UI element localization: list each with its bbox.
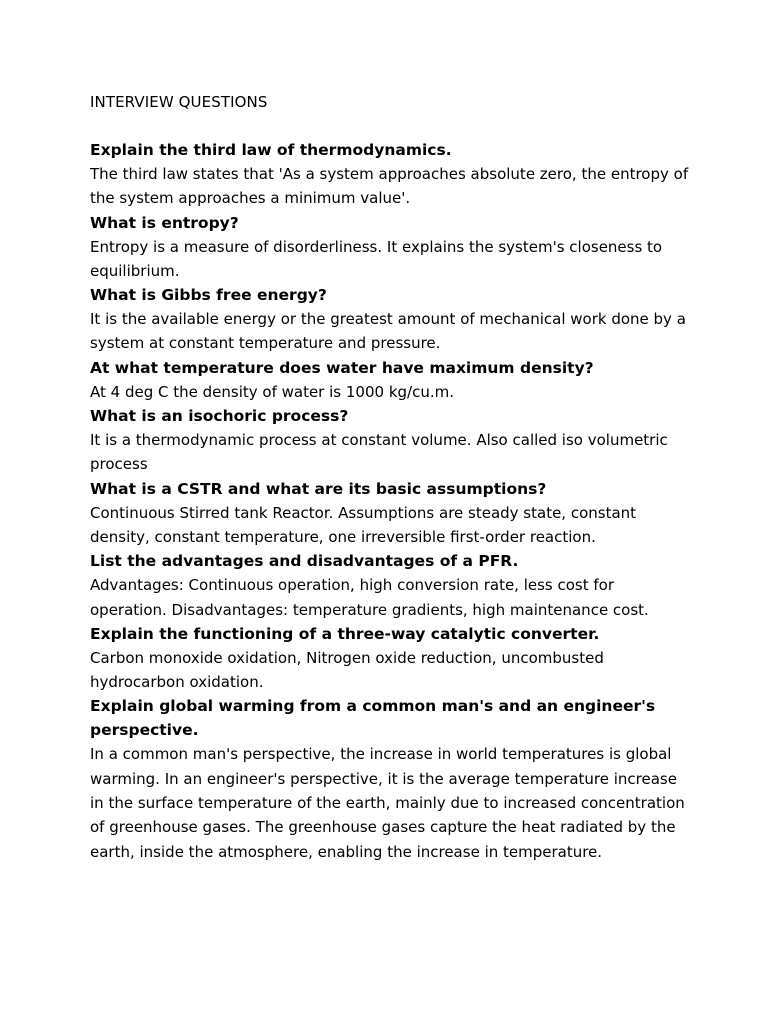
question-text: What is entropy? xyxy=(90,213,239,232)
answer-text: The third law states that 'As a system approaches absolute zero, the entropy of the system approaches a minimum value'. xyxy=(90,165,689,208)
qa-item-4 xyxy=(90,356,690,404)
answer-text: Continuous Stirred tank Reactor. Assumptions are steady state, constant density, constant temperature, one irreversible first-order reaction. xyxy=(90,503,637,546)
answer-text: In a common man's perspective, the increase in world temperatures is global warming. In an engineer's perspective, it is the average temperature increase in the surface temperature of the earth, mainly due to increased concentration of greenhouse gases. The greenhouse gases capture the heat radiated by the earth, inside the atmosphere, enabling the increase in temperature. xyxy=(90,745,685,861)
question-text: Explain the third law of thermodynamics. xyxy=(90,141,452,159)
qa-item-8 xyxy=(90,622,690,695)
question-text: Explain the functioning of a three-way catalytic converter. xyxy=(90,624,600,643)
question-text: What is Gibbs free energy? xyxy=(90,286,327,305)
answer-text: It is a thermodynamic process at constant volume. Also called iso volumetric process xyxy=(90,431,668,474)
question-text: What is an isochoric process? xyxy=(90,407,349,426)
question-text: What is a CSTR and what are its basic assumptions? xyxy=(90,479,547,498)
question-text: List the advantages and disadvantages of a PFR. xyxy=(90,552,519,571)
qa-item-1 xyxy=(90,138,690,211)
answer-text: At 4 deg C the density of water is 1000 kg/cu.m. xyxy=(90,382,454,401)
document-title: INTERVIEW QUESTIONS xyxy=(90,93,268,111)
qa-item-5 xyxy=(90,404,690,477)
qa-item-2 xyxy=(90,211,690,284)
qa-item-6 xyxy=(90,477,690,550)
answer-text: Entropy is a measure of disorderliness. It explains the system's closeness to equilibrium. xyxy=(90,237,663,280)
qa-item-3 xyxy=(90,283,690,356)
question-text: At what temperature does water have maximum density? xyxy=(90,358,594,377)
qa-item-7 xyxy=(90,549,690,622)
answer-text: Carbon monoxide oxidation, Nitrogen oxide reduction, uncombusted hydrocarbon oxidation. xyxy=(90,648,604,692)
question-text: Explain global warming from a common man's and an engineer's perspective. xyxy=(90,697,656,740)
answer-text: It is the available energy or the greatest amount of mechanical work done by a system at constant temperature and pressure. xyxy=(90,310,686,353)
qa-item-9 xyxy=(90,694,690,863)
document-page xyxy=(90,90,690,864)
answer-text: Advantages: Continuous operation, high conversion rate, less cost for operation. Disadvantages: temperature gradients, high maintenance cost. xyxy=(90,576,649,619)
